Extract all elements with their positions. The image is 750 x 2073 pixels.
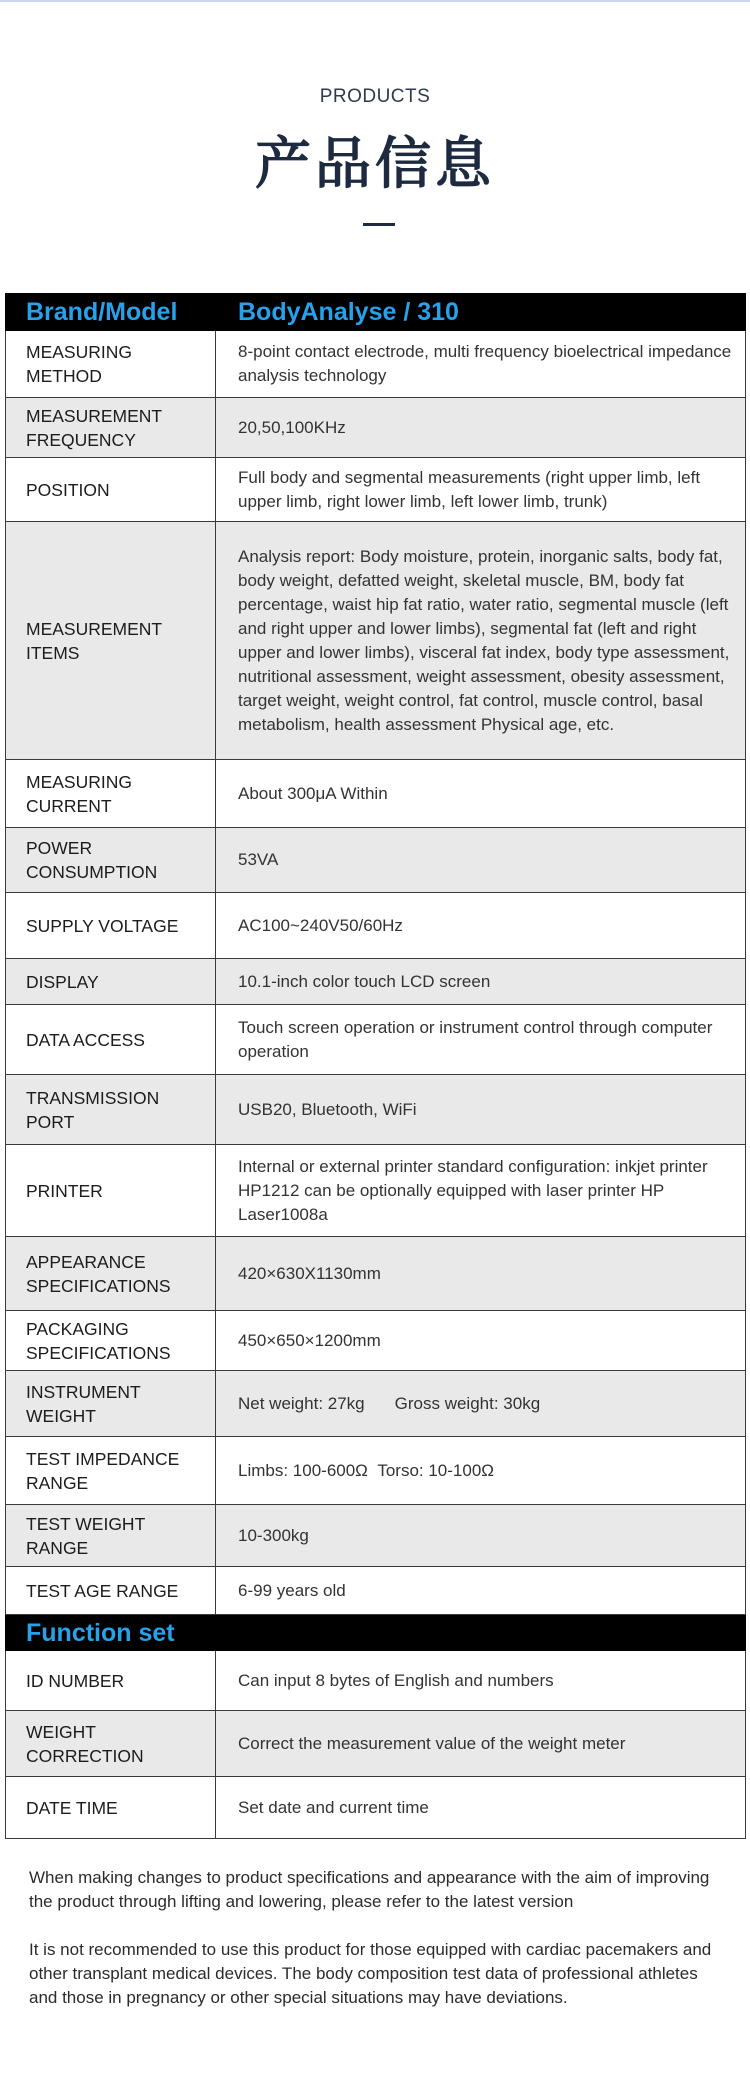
net-weight: Net weight: 27kg <box>238 1393 365 1413</box>
table-row <box>6 398 746 458</box>
table-row <box>6 760 746 828</box>
table-row <box>6 1651 746 1711</box>
row-label: DISPLAY <box>6 959 216 1005</box>
row-value: AC100~240V50/60Hz <box>216 893 746 959</box>
page-title: 产品信息 <box>255 132 495 197</box>
row-label: MEASURING CURRENT <box>6 760 216 828</box>
table-row <box>6 1777 746 1839</box>
row-label: TEST WEIGHT RANGE <box>6 1505 216 1567</box>
row-label: DATA ACCESS <box>6 1005 216 1075</box>
brand-value: BodyAnalyse / 310 <box>216 294 746 331</box>
table-row <box>6 331 746 398</box>
title-underline <box>363 223 395 226</box>
table-row <box>6 1371 746 1437</box>
row-label: PACKAGING SPECIFICATIONS <box>6 1311 216 1371</box>
safety-notice: It is not recommended to use this product for those equipped with cardiac pacemakers and other transplant medical devices. The body composition test data of professional athletes and those in pregnancy or other special situations may have deviations. <box>29 1940 712 2007</box>
section-subtitle: PRODUCTS <box>319 86 431 107</box>
row-value: 6-99 years old <box>216 1567 746 1615</box>
row-value: 10-300kg <box>216 1505 746 1567</box>
row-value: Set date and current time <box>216 1777 746 1839</box>
row-label: DATE TIME <box>6 1777 216 1839</box>
gross-weight: Gross weight: 30kg <box>394 1393 541 1413</box>
row-value: Touch screen operation or instrument control through computer operation <box>216 1005 746 1075</box>
table-row <box>6 1237 746 1311</box>
row-value: Limbs: 100-600Ω Torso: 10-100Ω <box>216 1437 746 1505</box>
row-label: PRINTER <box>6 1145 216 1237</box>
table-row <box>6 1075 746 1145</box>
update-notice: When making changes to product specifications and appearance with the aim of improving the product through lifting and lowering, please refer to the latest version <box>29 1868 710 1911</box>
row-value: 53VA <box>216 828 746 893</box>
row-label: APPEARANCE SPECIFICATIONS <box>6 1237 216 1311</box>
table-row <box>6 1005 746 1075</box>
function-set-empty <box>216 1615 746 1651</box>
row-value: Full body and segmental measurements (right upper limb, left upper limb, right lower limb, left lower limb, trunk) <box>216 458 746 522</box>
row-value: 10.1-inch color touch LCD screen <box>216 959 746 1005</box>
row-label: MEASURING METHOD <box>6 331 216 398</box>
row-value: Can input 8 bytes of English and numbers <box>216 1651 746 1711</box>
row-label: POWER CONSUMPTION <box>6 828 216 893</box>
spec-table <box>5 293 746 1839</box>
table-row <box>6 1505 746 1567</box>
row-value: About 300μA Within <box>216 760 746 828</box>
table-row <box>6 1145 746 1237</box>
row-label: WEIGHT CORRECTION <box>6 1711 216 1777</box>
table-row <box>6 1437 746 1505</box>
table-row <box>6 1711 746 1777</box>
row-label: TEST AGE RANGE <box>6 1567 216 1615</box>
row-label: INSTRUMENT WEIGHT <box>6 1371 216 1437</box>
table-header-row <box>6 294 746 331</box>
row-value: Analysis report: Body moisture, protein, inorganic salts, body fat, body weight, defatted weight, skeletal muscle, BM, body fat percentage, waist hip fat ratio, water ratio, segmental muscle (left and right upper and lower limbs), segmental fat (left and right upper and lower limbs), visceral fat index, body type assessment, nutritional assessment, weight assessment, obesity assessment, target weight, weight control, fat control, muscle control, basal metabolism, health assessment Physical age, etc. <box>216 522 746 760</box>
brand-label: Brand/Model <box>6 294 216 331</box>
row-label: MEASUREMENT FREQUENCY <box>6 398 216 458</box>
table-row <box>6 522 746 760</box>
table-row <box>6 458 746 522</box>
row-label: MEASUREMENT ITEMS <box>6 522 216 760</box>
function-set-header-row <box>6 1615 746 1651</box>
function-set-label: Function set <box>6 1615 216 1651</box>
row-value: 420×630X1130mm <box>216 1237 746 1311</box>
row-label: POSITION <box>6 458 216 522</box>
row-value: Correct the measurement value of the weight meter <box>216 1711 746 1777</box>
table-row <box>6 959 746 1005</box>
row-label: TRANSMISSION PORT <box>6 1075 216 1145</box>
row-value: USB20, Bluetooth, WiFi <box>216 1075 746 1145</box>
row-value: 450×650×1200mm <box>216 1311 746 1371</box>
row-value: 8-point contact electrode, multi frequency bioelectrical impedance analysis technology <box>216 331 746 398</box>
table-row <box>6 1311 746 1371</box>
row-label: SUPPLY VOLTAGE <box>6 893 216 959</box>
row-label: TEST IMPEDANCE RANGE <box>6 1437 216 1505</box>
table-row <box>6 1567 746 1615</box>
top-divider-line <box>0 0 750 2</box>
row-label: ID NUMBER <box>6 1651 216 1711</box>
row-value: 20,50,100KHz <box>216 398 746 458</box>
table-row <box>6 828 746 893</box>
row-value: Internal or external printer standard configuration: inkjet printer HP1212 can be optionally equipped with laser printer HP Laser1008a <box>216 1145 746 1237</box>
row-value <box>216 1371 746 1437</box>
table-row <box>6 893 746 959</box>
